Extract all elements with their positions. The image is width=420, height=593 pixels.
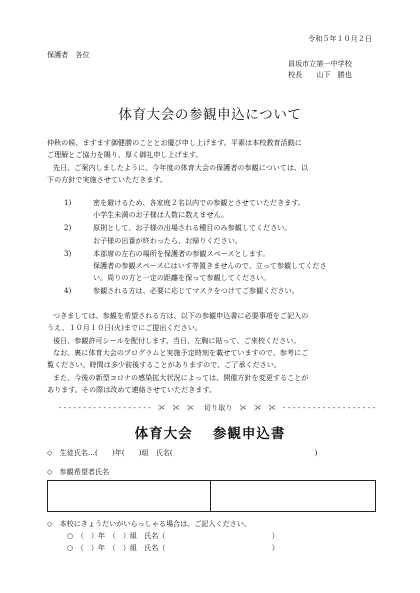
- intro-line: 仲秋の候、ますます御健勝のこととお慶び申し上げます。平素は本校教育活動に: [47, 138, 302, 147]
- visitor-box-divider: [210, 480, 211, 512]
- closing-line: なお、裏に体育大会のプログラムと実施予定時刻を載せていますので、参考にご: [53, 348, 309, 357]
- closing-line: うえ、１０月１０日(火)までにご提出ください。: [47, 323, 202, 332]
- page-title: 体育大会の参観申込について: [118, 107, 302, 123]
- intro-line: ご理解とご協力を賜り、厚く御礼申し上げます。: [47, 150, 203, 159]
- cut-line: - - - - - - - - - - - - - - - - - - - ✂ ✂ ✂ 切り取り ✂ ✂ ✂ - - - - - - - - - - - - - - - - - - -: [58, 404, 376, 412]
- sibling-row[interactable]: ○ （ ）年 （ ）組 氏名（ ）: [67, 543, 279, 552]
- rule-text: 保護者の参観スペースにはいす等置きませんので、立って参観してくださ: [93, 261, 327, 270]
- principal-name: 校長 山下 勝也: [288, 70, 352, 79]
- rule-number: 3): [64, 249, 72, 258]
- rule-text: 小学生未満のお子様は人数に数えません。: [93, 210, 229, 219]
- intro-line: 先日、ご案内しましたように、今年度の体育大会の保護者の参観については、以: [53, 163, 309, 172]
- school-name: 員坂市立第一中学校: [288, 59, 352, 68]
- closing-line: つきましては、参観を希望される方は、以下の参観申込書に必要事項をご記入の: [53, 311, 309, 320]
- rule-text: 参観される方は、必要に応じてマスクをつけてご参観ください。: [93, 286, 299, 295]
- sibling-row[interactable]: ○ （ ）年 （ ）組 氏名（ ）: [67, 531, 279, 540]
- intro-line: 下の方針で実施させていただきます。: [47, 175, 168, 184]
- rule-number: 4): [64, 286, 72, 295]
- closing-line: あります。その際は改めて連絡させていただきます。: [47, 385, 217, 394]
- visitor-name-box[interactable]: [47, 480, 376, 512]
- rule-text: 原則として、お子様の出場される種目のみ参観してください。: [93, 223, 292, 232]
- addressee: 保護者 各位: [47, 50, 90, 59]
- visitor-name-label: ◇ 参観希望者氏名: [47, 467, 110, 476]
- form-title: 体育大会 参観申込書: [134, 426, 286, 442]
- student-name-line: ◇ 生徒氏名…( )年( )組 氏名( ): [47, 448, 318, 457]
- closing-line: 後日、参観許可シールを配付します。当日、左胸に貼って、ご来校ください。: [53, 336, 301, 345]
- closing-line: また、今後の新型コロナの感染拡大状況によっては、開催方針を変更することが: [53, 373, 309, 382]
- rule-text: お子様の出番が終わったら、お帰りください。: [93, 236, 242, 245]
- sibling-label: ◇ 本校にきょうだいがいらっしゃる場合は、ご記入ください。: [47, 519, 252, 528]
- rule-number: 2): [64, 223, 72, 232]
- rule-text: 本部席の左右の場所を保護者の参観スペースとします。: [93, 249, 270, 258]
- rule-number: 1): [64, 198, 72, 207]
- rule-text: 密を避けるため、各家庭２名以内での参観とさせていただきます。: [93, 198, 305, 207]
- closing-line: 覧ください。時間は多少前後することがありますので、ご了承ください。: [47, 360, 281, 369]
- date: 令和５年１０月２日: [308, 34, 372, 43]
- rule-text: い。周りの方と一定の距離を保って参観してください。: [93, 273, 271, 282]
